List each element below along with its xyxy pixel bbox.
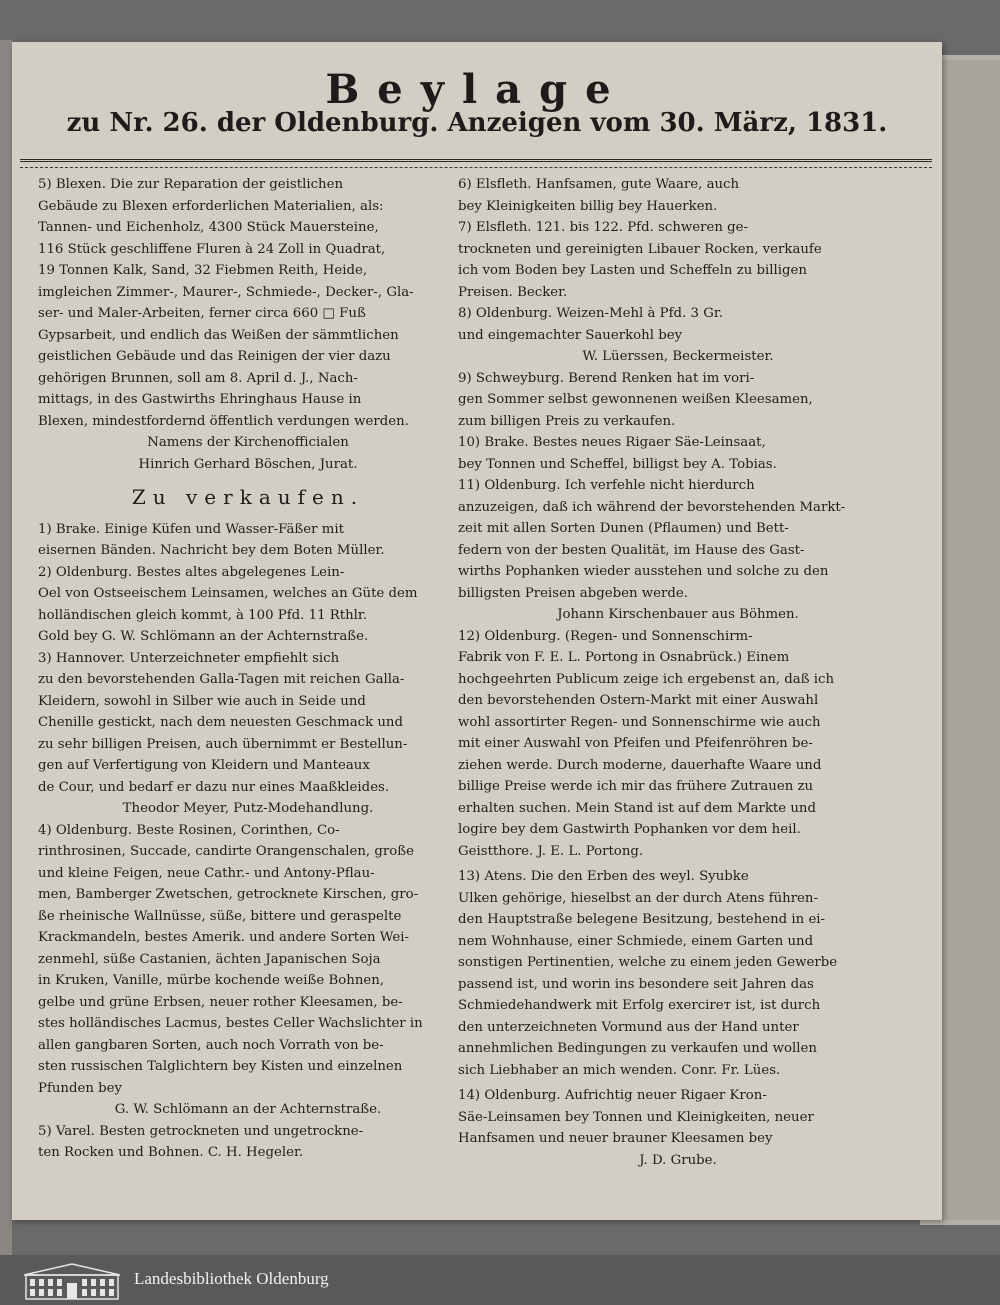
text-line: 14) Oldenburg. Aufrichtig neuer Rigaer Kron-	[458, 1088, 767, 1103]
text-line: in Kruken, Vanille, mürbe kochende weiße Bohnen,	[38, 973, 385, 988]
text-line: zeit mit allen Sorten Dunen (Pflaumen) und Bett-	[458, 521, 789, 536]
text-line: trockneten und gereinigten Libauer Rocken, verkaufe	[458, 241, 822, 257]
signature: Johann Kirschenbauer aus Böhmen.	[557, 607, 799, 622]
text-line: holländischen gleich kommt, à 100 Pfd. 11 Rthlr.	[38, 607, 368, 623]
text-line: Tannen- und Eichenholz, 4300 Stück Mauersteine,	[38, 220, 379, 235]
library-name: Landesbibliothek Oldenburg	[134, 1269, 329, 1288]
text-line: allen gangbaren Sorten, auch noch Vorrath von be-	[38, 1037, 384, 1053]
text-line: gen auf Verfertigung von Kleidern und Manteaux	[38, 758, 370, 773]
text-line: sich Liebhaber an mich wenden. Conr. Fr. Lües.	[458, 1062, 781, 1078]
text-line: Blexen, mindestfordernd öffentlich verdungen werden.	[38, 413, 409, 429]
text-line: rinthrosinen, Succade, candirte Orangenschalen, große	[38, 844, 415, 859]
text-line: annehmlichen Bedingungen zu verkaufen und wollen	[458, 1041, 817, 1056]
text-line: gelbe und grüne Erbsen, neuer rother Kleesamen, be-	[38, 994, 403, 1010]
notice-oldenburg-schirme	[458, 626, 898, 863]
text-line: stes holländisches Lacmus, bestes Celler Wachslichter in	[38, 1016, 423, 1031]
text-line: mittags, in des Gastwirths Ehringhaus Hause in	[38, 392, 362, 407]
text-line: zu den bevorstehenden Galla-Tagen mit reichen Galla-	[38, 672, 405, 687]
text-line: den unterzeichneten Vormund aus der Hand unter	[458, 1019, 799, 1035]
text-line: gen Sommer selbst gewonnenen weißen Kleesamen,	[458, 392, 813, 407]
text-line: mit einer Auswahl von Pfeifen und Pfeifenröhren be-	[458, 736, 813, 751]
signature: J. D. Grube.	[639, 1152, 717, 1168]
footer-bar	[0, 1255, 1000, 1305]
notice-elsfleth-rocken	[458, 217, 898, 303]
header-rule	[20, 159, 932, 162]
text-line: ich vom Boden bey Lasten und Scheffeln zu billigen	[458, 263, 807, 278]
text-line: wirths Pophanken wieder ausstehen und solche zu den	[458, 564, 829, 579]
text-line: 3) Hannover. Unterzeichneter empfiehlt sich	[38, 650, 340, 666]
notice-oldenburg-kron	[458, 1085, 898, 1171]
page-title: Beylage	[325, 66, 629, 113]
text-line: bey Tonnen und Scheffel, billigst bey A. Tobias.	[458, 456, 777, 472]
signature: Namens der Kirchenofficialen	[147, 435, 349, 450]
text-line: Gebäude zu Blexen erforderlichen Materialien, als:	[38, 198, 384, 214]
text-line: federn von der besten Qualität, im Hause des Gast-	[458, 542, 805, 558]
text-line: nem Wohnhause, einer Schmiede, einem Garten und	[458, 933, 814, 949]
text-line: Geistthore. J. E. L. Portong.	[458, 843, 644, 859]
section-heading: Zu verkaufen.	[131, 485, 365, 509]
text-line: Pfunden bey	[38, 1080, 123, 1096]
text-line: 2) Oldenburg. Bestes altes abgelegenes Lein-	[38, 564, 345, 580]
right-column	[458, 174, 898, 1171]
text-line: zu sehr billigen Preisen, auch übernimmt er Bestellun-	[38, 736, 408, 752]
text-line: 116 Stück geschliffene Fluren à 24 Zoll in Quadrat,	[38, 241, 386, 257]
text-line: Fabrik von F. E. L. Portong in Osnabrück.) Einem	[458, 650, 790, 665]
text-line: billige Preise werde ich mir das frühere Zutrauen zu	[458, 779, 814, 794]
notice-elsfleth-hanf	[458, 174, 898, 217]
text-line: bey Kleinigkeiten billig bey Hauerken.	[458, 198, 718, 214]
text-line: 6) Elsfleth. Hanfsamen, gute Waare, auch	[458, 177, 740, 192]
notice-atens	[458, 866, 898, 1081]
text-line: Kleidern, sowohl in Silber wie auch in Seide und	[38, 693, 366, 709]
text-line: 4) Oldenburg. Beste Rosinen, Corinthen, Co-	[38, 822, 340, 838]
text-line: Gold bey G. W. Schlömann an der Achternstraße.	[38, 629, 369, 644]
newspaper-page	[12, 42, 942, 1220]
notice-schweyburg	[458, 368, 898, 433]
notice-brake	[38, 519, 458, 562]
signature: Hinrich Gerhard Böschen, Jurat.	[138, 456, 358, 472]
text-line: passend ist, und worin ins besondere seit Jahren das	[458, 976, 814, 992]
text-line: Schmiedehandwerk mit Erfolg exercirет ist, ist durch	[458, 998, 821, 1013]
text-line: 13) Atens. Die den Erben des weyl. Syubke	[458, 869, 749, 884]
text-line: 10) Brake. Bestes neues Rigaer Säe-Leinsaat,	[458, 435, 766, 450]
notice-oldenburg-colonial	[38, 820, 458, 1121]
text-line: ziehen werde. Durch moderne, dauerhafte Waare und	[458, 757, 822, 773]
text-line: sonstigen Pertinentien, welche zu einem jeden Gewerbe	[458, 955, 838, 970]
left-column	[38, 174, 458, 1164]
text-line: Gypsarbeit, und endlich das Weißen der sämmtlichen	[38, 327, 399, 343]
text-line: 9) Schweyburg. Berend Renken hat im vori-	[458, 370, 755, 386]
text-line: de Cour, und bedarf er dazu nur eines Maaßkleides.	[38, 779, 390, 795]
notice-blexen	[38, 174, 458, 475]
text-line: den bevorstehenden Ostern-Markt mit einer Auswahl	[458, 693, 819, 708]
left-page-edge	[0, 40, 12, 1255]
text-line: anzuzeigen, daß ich während der bevorstehenden Markt-	[458, 499, 846, 515]
text-line: Oel von Ostseeischem Leinsamen, welches an Güte dem	[38, 586, 418, 601]
text-line: 5) Varel. Besten getrockneten und ungetrockne-	[38, 1123, 364, 1139]
text-line: Krackmandeln, bestes Amerik. und andere Sorten Wei-	[38, 930, 410, 945]
text-line: erhalten suchen. Mein Stand ist auf dem Markte und	[458, 800, 817, 816]
notice-oldenburg-mehl	[458, 303, 898, 368]
text-line: und kleine Feigen, neue Cathr.- und Antony-Pflau-	[38, 865, 375, 881]
signature: W. Lüerssen, Beckermeister.	[582, 349, 774, 364]
text-line: 5) Blexen. Die zur Reparation der geistlichen	[38, 177, 344, 192]
text-line: 12) Oldenburg. (Regen- und Sonnenschirm-	[458, 628, 753, 644]
text-line: logire bey dem Gastwirth Pophanken vor dem heil.	[458, 822, 801, 837]
text-line: Säe-Leinsamen bey Tonnen und Kleinigkeiten, neuer	[458, 1109, 814, 1125]
text-line: 7) Elsfleth. 121. bis 122. Pfd. schweren ge-	[458, 220, 749, 235]
text-line: billigsten Preisen abgeben werde.	[458, 585, 688, 601]
text-line: Ulken gehörige, hieselbst an der durch Atens führen-	[458, 890, 818, 906]
library-building-icon	[20, 1261, 124, 1301]
text-line: ser- und Maler-Arbeiten, ferner circa 660 □ Fuß	[38, 306, 366, 321]
text-line: men, Bamberger Zwetschen, getrocknete Kirschen, gro-	[38, 887, 419, 902]
text-line: zum billigen Preis zu verkaufen.	[458, 413, 676, 429]
notice-varel	[38, 1121, 458, 1164]
text-line: gehörigen Brunnen, soll am 8. April d. J., Nach-	[38, 370, 358, 386]
text-line: den Hauptstraße belegene Besitzung, bestehend in ei-	[458, 912, 826, 927]
text-line: und eingemachter Sauerkohl bey	[458, 327, 683, 343]
notice-oldenburg-oel	[38, 562, 458, 648]
text-line: hochgeehrten Publicum zeige ich ergebenst an, daß ich	[458, 671, 835, 687]
notice-hannover	[38, 648, 458, 820]
text-line: 8) Oldenburg. Weizen-Mehl à Pfd. 3 Gr.	[458, 306, 723, 321]
text-line: ten Rocken und Bohnen. C. H. Hegeler.	[38, 1145, 304, 1160]
text-line: Chenille gestickt, nach dem neuesten Geschmack und	[38, 715, 403, 730]
notice-brake-leinsaat	[458, 432, 898, 475]
signature: G. W. Schlömann an der Achternstraße.	[114, 1102, 382, 1117]
text-line: geistlichen Gebäude und das Reinigen der vier dazu	[38, 349, 391, 364]
text-line: eisernen Bänden. Nachricht bey dem Boten Müller.	[38, 543, 385, 558]
header-rule-dashed	[20, 167, 932, 168]
text-line: zenmehl, süße Castanien, ächten Japanischen Soja	[38, 951, 381, 967]
next-page-edge-inner	[934, 60, 1000, 1220]
page-subtitle: zu Nr. 26. der Oldenburg. Anzeigen vom 30. März, 1831.	[66, 108, 888, 138]
text-line: Preisen. Becker.	[458, 284, 568, 300]
text-line: 1) Brake. Einige Küfen und Wasser-Fäßer mit	[38, 521, 344, 537]
text-line: wohl assortirter Regen- und Sonnenschirme wie auch	[458, 714, 821, 730]
notice-oldenburg-dunen	[458, 475, 898, 626]
text-line: Hanfsamen und neuer brauner Kleesamen bey	[458, 1131, 773, 1146]
text-line: imgleichen Zimmer-, Maurer-, Schmiede-, Decker-, Gla-	[38, 284, 414, 300]
text-line: 11) Oldenburg. Ich verfehle nicht hierdurch	[458, 478, 755, 493]
text-line: ße rheinische Wallnüsse, süße, bittere und geraspelte	[38, 908, 402, 924]
signature: Theodor Meyer, Putz-Modehandlung.	[122, 801, 374, 816]
text-line: sten russischen Talglichtern bey Kisten und einzelnen	[38, 1059, 403, 1074]
text-line: 19 Tonnen Kalk, Sand, 32 Fiebmen Reith, Heide,	[38, 263, 368, 278]
